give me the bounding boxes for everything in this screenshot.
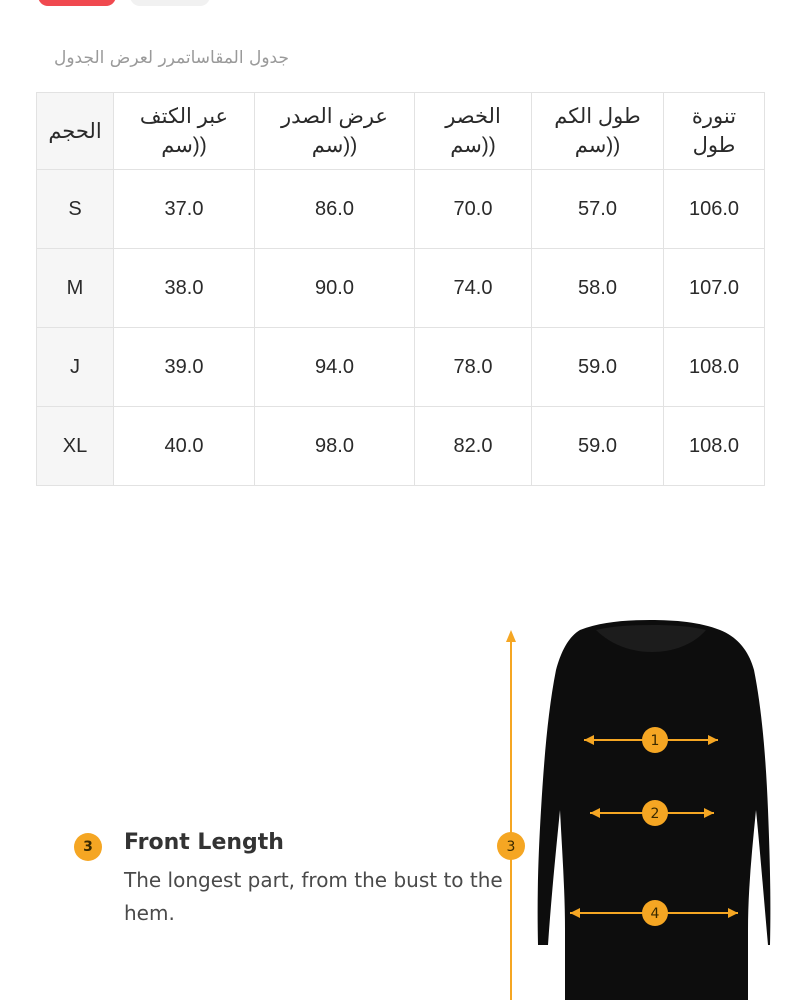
header-sleeve: طول الكم ((سم bbox=[532, 93, 664, 170]
front-length-arrow bbox=[506, 630, 516, 1000]
marker-badge-3 bbox=[497, 832, 525, 860]
table-row bbox=[37, 249, 765, 328]
svg-text:2: 2 bbox=[650, 806, 660, 822]
top-tab-strip bbox=[0, 0, 800, 12]
marker-badge-2 bbox=[642, 800, 668, 826]
cell-shoulder: 39.0 bbox=[114, 328, 255, 407]
cell-sleeve: 59.0 bbox=[532, 407, 664, 486]
cell-sleeve: 57.0 bbox=[532, 170, 664, 249]
cell-shoulder: 40.0 bbox=[114, 407, 255, 486]
marker-badge-4 bbox=[642, 900, 668, 926]
svg-text:4: 4 bbox=[650, 906, 660, 922]
table-header-row bbox=[37, 93, 765, 170]
size-chart-scroll-hint: جدول المقاساتمرر لعرض الجدول bbox=[54, 48, 289, 68]
cell-waist: 82.0 bbox=[415, 407, 532, 486]
cell-skirt-length: 107.0 bbox=[664, 249, 765, 328]
inactive-tab-pill[interactable] bbox=[130, 0, 210, 6]
cell-sleeve: 59.0 bbox=[532, 328, 664, 407]
cell-shoulder: 38.0 bbox=[114, 249, 255, 328]
cell-size: XL bbox=[37, 407, 114, 486]
header-bust: عرض الصدر ((سم bbox=[255, 93, 415, 170]
cell-sleeve: 58.0 bbox=[532, 249, 664, 328]
cell-bust: 94.0 bbox=[255, 328, 415, 407]
table-row bbox=[37, 407, 765, 486]
svg-text:3: 3 bbox=[506, 839, 516, 855]
front-length-title: Front Length bbox=[124, 830, 284, 855]
table-row bbox=[37, 328, 765, 407]
cell-bust: 90.0 bbox=[255, 249, 415, 328]
size-chart-table bbox=[36, 92, 765, 486]
cell-size: S bbox=[37, 170, 114, 249]
cell-bust: 86.0 bbox=[255, 170, 415, 249]
front-length-description: The longest part, from the bust to the hem. bbox=[124, 868, 503, 925]
cell-waist: 78.0 bbox=[415, 328, 532, 407]
cell-skirt-length: 108.0 bbox=[664, 328, 765, 407]
header-skirt-length: تنورة طول bbox=[664, 93, 765, 170]
table-row bbox=[37, 170, 765, 249]
active-tab-pill[interactable] bbox=[38, 0, 116, 6]
cell-size: J bbox=[37, 328, 114, 407]
cell-shoulder: 37.0 bbox=[114, 170, 255, 249]
cell-waist: 70.0 bbox=[415, 170, 532, 249]
header-shoulder: عبر الكتف ((سم bbox=[114, 93, 255, 170]
cell-waist: 74.0 bbox=[415, 249, 532, 328]
header-size: الحجم bbox=[37, 93, 114, 170]
dress-measurement-illustration bbox=[0, 600, 800, 1000]
cell-skirt-length: 108.0 bbox=[664, 407, 765, 486]
cell-bust: 98.0 bbox=[255, 407, 415, 486]
cell-skirt-length: 106.0 bbox=[664, 170, 765, 249]
front-length-badge: 3 bbox=[74, 833, 102, 861]
marker-badge-1 bbox=[642, 727, 668, 753]
cell-size: M bbox=[37, 249, 114, 328]
svg-text:1: 1 bbox=[650, 733, 660, 749]
header-waist: الخصر ((سم bbox=[415, 93, 532, 170]
